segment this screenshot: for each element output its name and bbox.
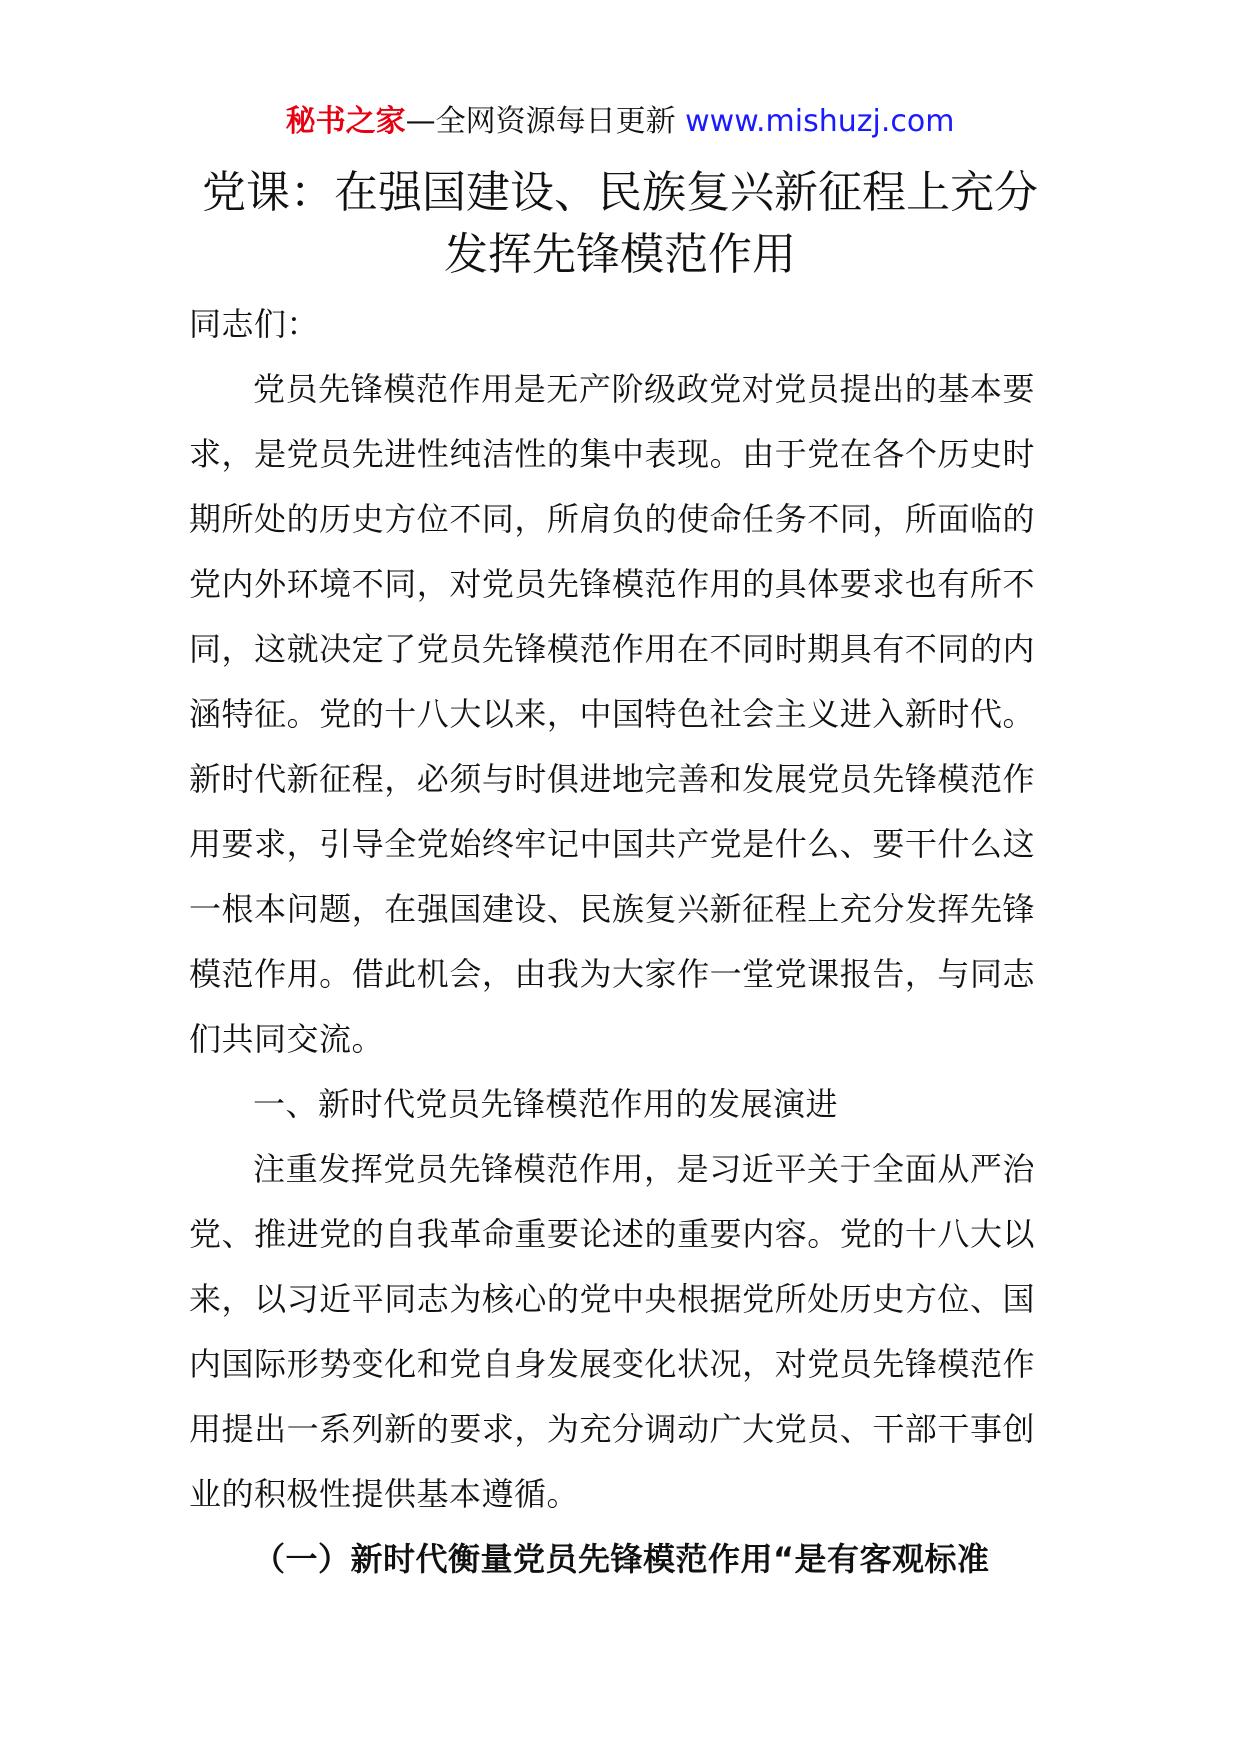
subsection-heading-1: （一）新时代衡量党员先锋模范作用“是有客观标准 (253, 1540, 990, 1578)
site-brand: 秘书之家 (285, 104, 406, 139)
site-tagline: —全网资源每日更新 (405, 104, 686, 139)
section-heading-1: 一、新时代党员先锋模范作用的发展演进 (253, 1085, 839, 1123)
intro-paragraph: 党员先锋模范作用是无产阶级政党对党员提出的基本要求，是党员先进性纯洁性的集中表现。由于党在各个历史时期所处的历史方位不同，所肩负的使命任务不同，所面临的党内外环境不同，对党员先锋模范作用的具体要求也有所不同，这就决定了党员先锋模范作用在不同时期具有不同的内涵特征。党的十八大以来，中国特色社会主义进入新时代。新时代新征程，必须与时俱进地完善和发展党员先锋模范作用要求，引导全党始终牢记中国共产党是什么、要干什么这一根本问题，在强国建设、民族复兴新征程上充分发挥先锋模范作用。借此机会，由我为大家作一堂党课报告，与同志们共同交流。 (189, 370, 1035, 1058)
document-body (189, 292, 1035, 1592)
section-1-paragraph: 注重发挥党员先锋模范作用，是习近平关于全面从严治党、推进党的自我革命重要论述的重要内容。党的十八大以来，以习近平同志为核心的党中央根据党所处历史方位、国内国际形势变化和党自身发展变化状况，对党员先锋模范作用提出一系列新的要求，为充分调动广大党员、干部干事创业的积极性提供基本遵循。 (189, 1150, 1035, 1513)
salutation: 同志们： (189, 305, 320, 343)
site-url-link[interactable]: www.mishuzj.com (685, 104, 955, 139)
site-header (0, 100, 1240, 144)
document-title: 党课：在强国建设、民族复兴新征程上充分发挥先锋模范作用 (202, 167, 1038, 280)
